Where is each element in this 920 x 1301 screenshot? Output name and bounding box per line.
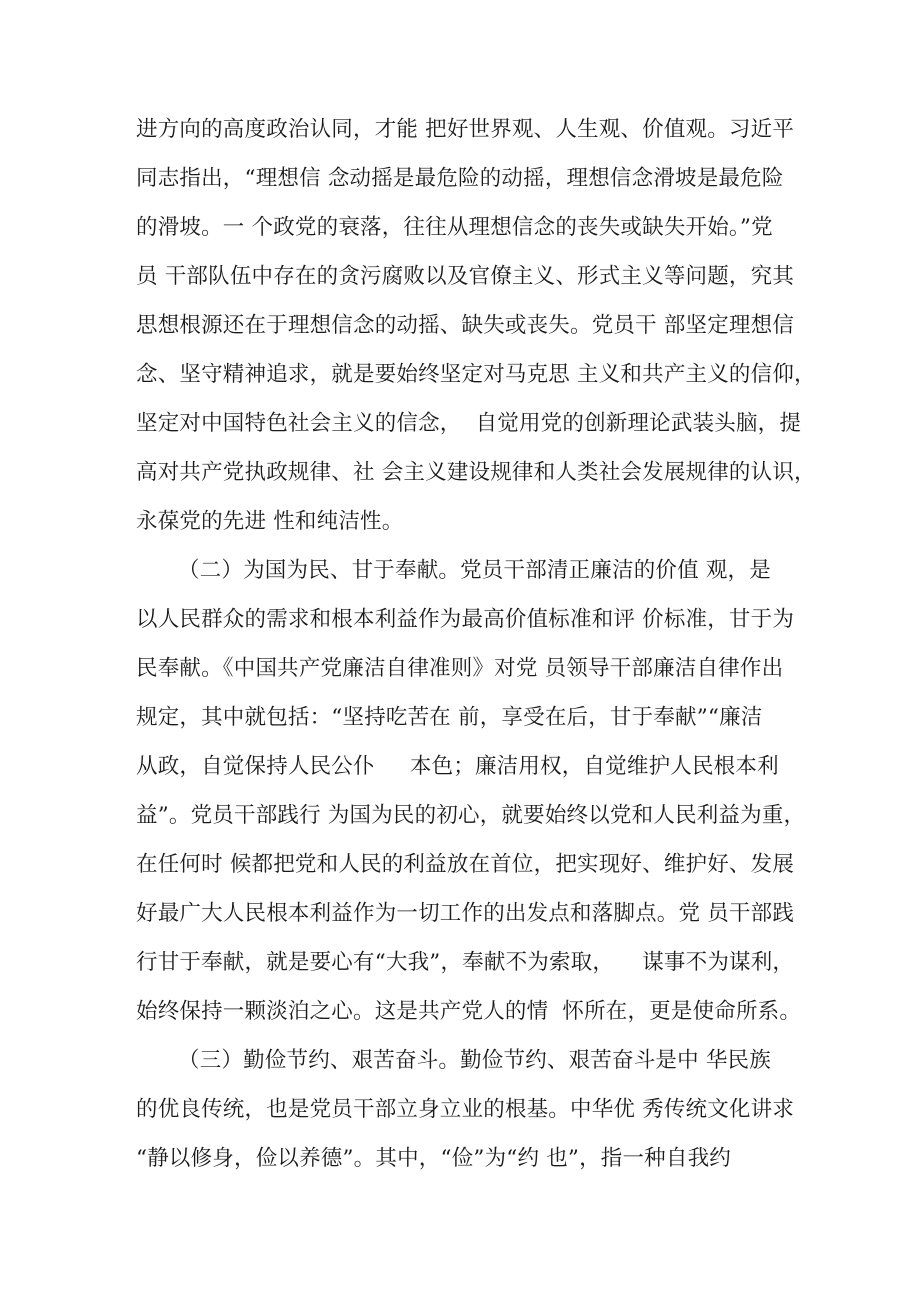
text-line: 坚定对中国特色社会主义的信念， 自觉用党的创新理论武装头脑，提 <box>136 411 802 436</box>
text-line: 益”。党员干部践行 为国为民的初心，就要始终以党和人民利益为重， <box>136 803 806 828</box>
text-line: 规定，其中就包括：“坚持吃苦在 前，享受在后，甘于奉献”“廉洁 <box>136 705 763 730</box>
text-line: 员 干部队伍中存在的贪污腐败以及官僚主义、形式主义等问题，究其 <box>136 264 795 289</box>
text-line: 的优良传统，也是党员干部立身立业的根基。中华优 秀传统文化讲求 <box>136 1097 795 1122</box>
text-line: 思想根源还在于理想信念的动摇、缺失或丧失。党员干 部坚定理想信 <box>136 313 795 338</box>
text-line: 始终保持一颗淡泊之心。这是共产党人的情 怀所在，更是使命所系。 <box>136 999 802 1024</box>
text-line: 在任何时 候都把党和人民的利益放在首位，把实现好、维护好、发展 <box>136 852 795 877</box>
text-line: 的滑坡。一 个政党的衰落，往往从理想信念的丧失或缺失开始。”党 <box>136 215 773 240</box>
text-line: 进方向的高度政治认同，才能 把好世界观、人生观、价值观。习近平 <box>136 117 795 142</box>
text-line: 好最广大人民根本利益作为一切工作的出发点和落脚点。党 员干部践 <box>136 901 795 926</box>
paragraph-heading-3: （三）勤俭节约、艰苦奋斗。勤俭节约、艰苦奋斗是中 华民族 <box>178 1048 771 1073</box>
text-line: 以人民群众的需求和根本利益作为最高价值标准和评 价标准，甘于为 <box>136 607 795 632</box>
text-line: 同志指出，“理想信 念动摇是最危险的动摇，理想信念滑坡是最危险 <box>136 166 784 191</box>
text-line: “静以修身，俭以养德”。其中，“俭”为“约 也”，指一种自我约 <box>136 1146 731 1171</box>
paragraph-heading-2: （二）为国为民、甘于奉献。党员干部清正廉洁的价值 观，是 <box>178 558 771 583</box>
text-line: 永葆党的先进 性和纯洁性。 <box>136 509 404 534</box>
text-line: 行甘于奉献，就是要心有“大我”，奉献不为索取， 谋事不为谋利， <box>136 950 795 975</box>
text-line: 从政，自觉保持人民公仆 本色；廉洁用权，自觉维护人民根本利 <box>136 754 779 779</box>
text-line: 念、坚守精神追求，就是要始终坚定对马克思 主义和共产主义的信仰， <box>136 362 816 387</box>
text-line: 民奉献。《中国共产党廉洁自律准则》对党 员领导干部廉洁自律作出 <box>136 656 784 681</box>
text-line: 高对共产党执政规律、社 会主义建设规律和人类社会发展规律的认识， <box>136 460 816 485</box>
